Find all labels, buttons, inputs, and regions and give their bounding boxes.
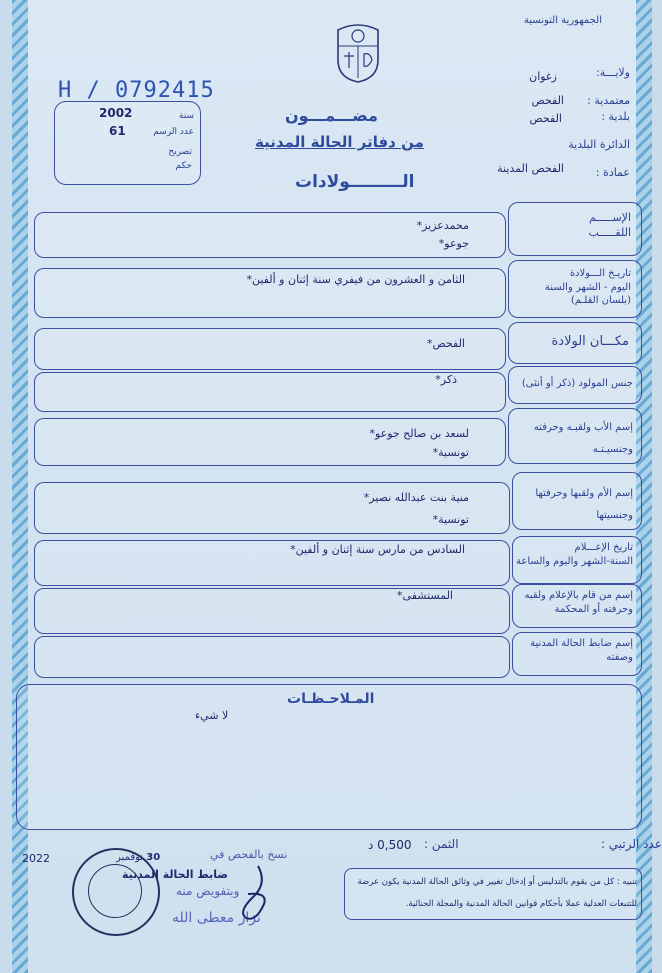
warning-line-1: تنبيه : كل من يقوم بالتدليس أو إدخال تغيير في وثائق الحالة المدنية يكون عرضة (357, 877, 637, 887)
mutamadiya-label: معتمدية : (587, 94, 630, 107)
officer-title: ضابط الحالة المدنية (122, 868, 229, 881)
judgment-label: حكم (175, 161, 192, 171)
remarks-value: لا شيء (195, 709, 229, 722)
section-births: الـــــــــولادات (295, 172, 415, 192)
value-box-declarant (34, 588, 510, 634)
price-label: الثمن : (424, 837, 459, 851)
municipal-district-label: الدائرة البلدية (568, 138, 630, 151)
delegation-text: وبتفويض منه (176, 884, 240, 898)
value-box-name (34, 212, 506, 258)
title-civil-registers: من دفاتر الحالة المدنية (255, 133, 424, 151)
field-label-name: الإســـــم اللقـــــب (588, 211, 631, 239)
issue-year: 2022 (22, 852, 50, 865)
record-number-value: 61 (109, 124, 126, 138)
label-box-father (508, 408, 642, 464)
label-box-sex (508, 366, 642, 404)
republic-label: الجمهورية التونسية (523, 15, 602, 26)
label-box-declaration-date (512, 536, 642, 584)
label-box-officer (512, 632, 642, 676)
year-label: سنة (178, 111, 194, 121)
field-label-declaration-date: تاريخ الإعـــلام السنة-الشهر واليوم والساعة (516, 542, 633, 567)
field-value-birth-place: الفحص* (426, 337, 465, 350)
year-value: 2002 (99, 106, 133, 120)
imada-label: عمادة : (595, 166, 630, 179)
imada-value: الفحص المدينة (497, 162, 564, 175)
declaration-label: تصريح (168, 147, 192, 157)
issue-date (116, 852, 160, 863)
field-label-birth-place: مكـــان الولادة (551, 334, 629, 349)
issue-month: نوفمبر (116, 852, 144, 863)
field-label-mother: إسم الأم ولقبها وحرفتها وجنسيتها (535, 488, 633, 521)
baladiya-value: الفحص (529, 112, 562, 125)
stamp-place-text: نسخ بالفحص في (210, 848, 288, 861)
field-label-sex: جنس المولود (ذكر أو أنثى) (521, 378, 633, 389)
label-box-birth-place (508, 322, 642, 364)
field-label-declarant: إسم من قام بالإعلام ولقبه وحرفته أو المحكمة (524, 590, 633, 615)
wilaya-label: ولايـــة: (596, 66, 630, 79)
label-box-mother (512, 472, 642, 530)
label-box-birth-date (508, 260, 642, 318)
registration-box (54, 101, 201, 185)
remarks-box (16, 684, 642, 830)
value-box-officer (34, 636, 510, 678)
label-box-name (508, 202, 642, 256)
value-box-father (34, 418, 506, 466)
value-box-sex (34, 372, 506, 412)
wilaya-value: زغوان (529, 70, 557, 83)
value-box-mother (34, 482, 510, 534)
value-box-birth-place (34, 328, 506, 370)
field-label-father: إسم الأب ولقبـه وحرفته وجنسيـتـه (533, 422, 633, 455)
value-box-birth-date (34, 268, 506, 318)
field-value-birth-date: الثامن و العشرون من فيفري سنة إثنان و ألفين* (246, 273, 465, 286)
remarks-title: المـلاحـظـات (287, 691, 375, 707)
signature-mark (228, 864, 272, 922)
price-value: 0,500 د (368, 838, 412, 852)
warning-box (344, 868, 642, 920)
serial-order-label: عدد الرتبي : (600, 837, 662, 851)
field-value-name: محمدعزيز* جوعو* (416, 219, 469, 250)
tunisia-coat-of-arms-icon (334, 22, 382, 84)
field-value-declaration-date: السادس من مارس سنة إثنان و ألفين* (290, 543, 465, 556)
signer-name: نزار معطى الله (172, 910, 261, 926)
field-label-officer: إسم ضابط الحالة المدنية وصفته (530, 638, 633, 663)
warning-line-2: للتتبعات العدلية عملا بأحكام قوانين الحالة المدنية والمجلة الجنائية. (405, 899, 637, 909)
label-box-declarant (512, 584, 642, 628)
field-value-mother: منية بنت عبدالله نصير* تونسية* (363, 491, 469, 526)
serial-number: H / 0792415 (58, 78, 215, 103)
mutamadiya-value: الفحص (531, 94, 564, 107)
field-value-sex: ذكر* (435, 373, 457, 386)
title-extract: مضـــمـــون (285, 106, 378, 125)
field-value-father: لسعد بن صالح جوعو* تونسية* (369, 427, 469, 459)
field-label-birth-date: تاريـخ الـــولادة اليوم - الشهر والسنة (بلسان القلـم) (544, 268, 631, 306)
field-value-declarant: المستشفى* (397, 589, 453, 602)
issue-day: 30 (146, 852, 161, 863)
record-number-label: عدد الرسم (153, 127, 194, 137)
baladiya-label: بلدية : (601, 110, 630, 123)
value-box-declaration-date (34, 540, 510, 586)
